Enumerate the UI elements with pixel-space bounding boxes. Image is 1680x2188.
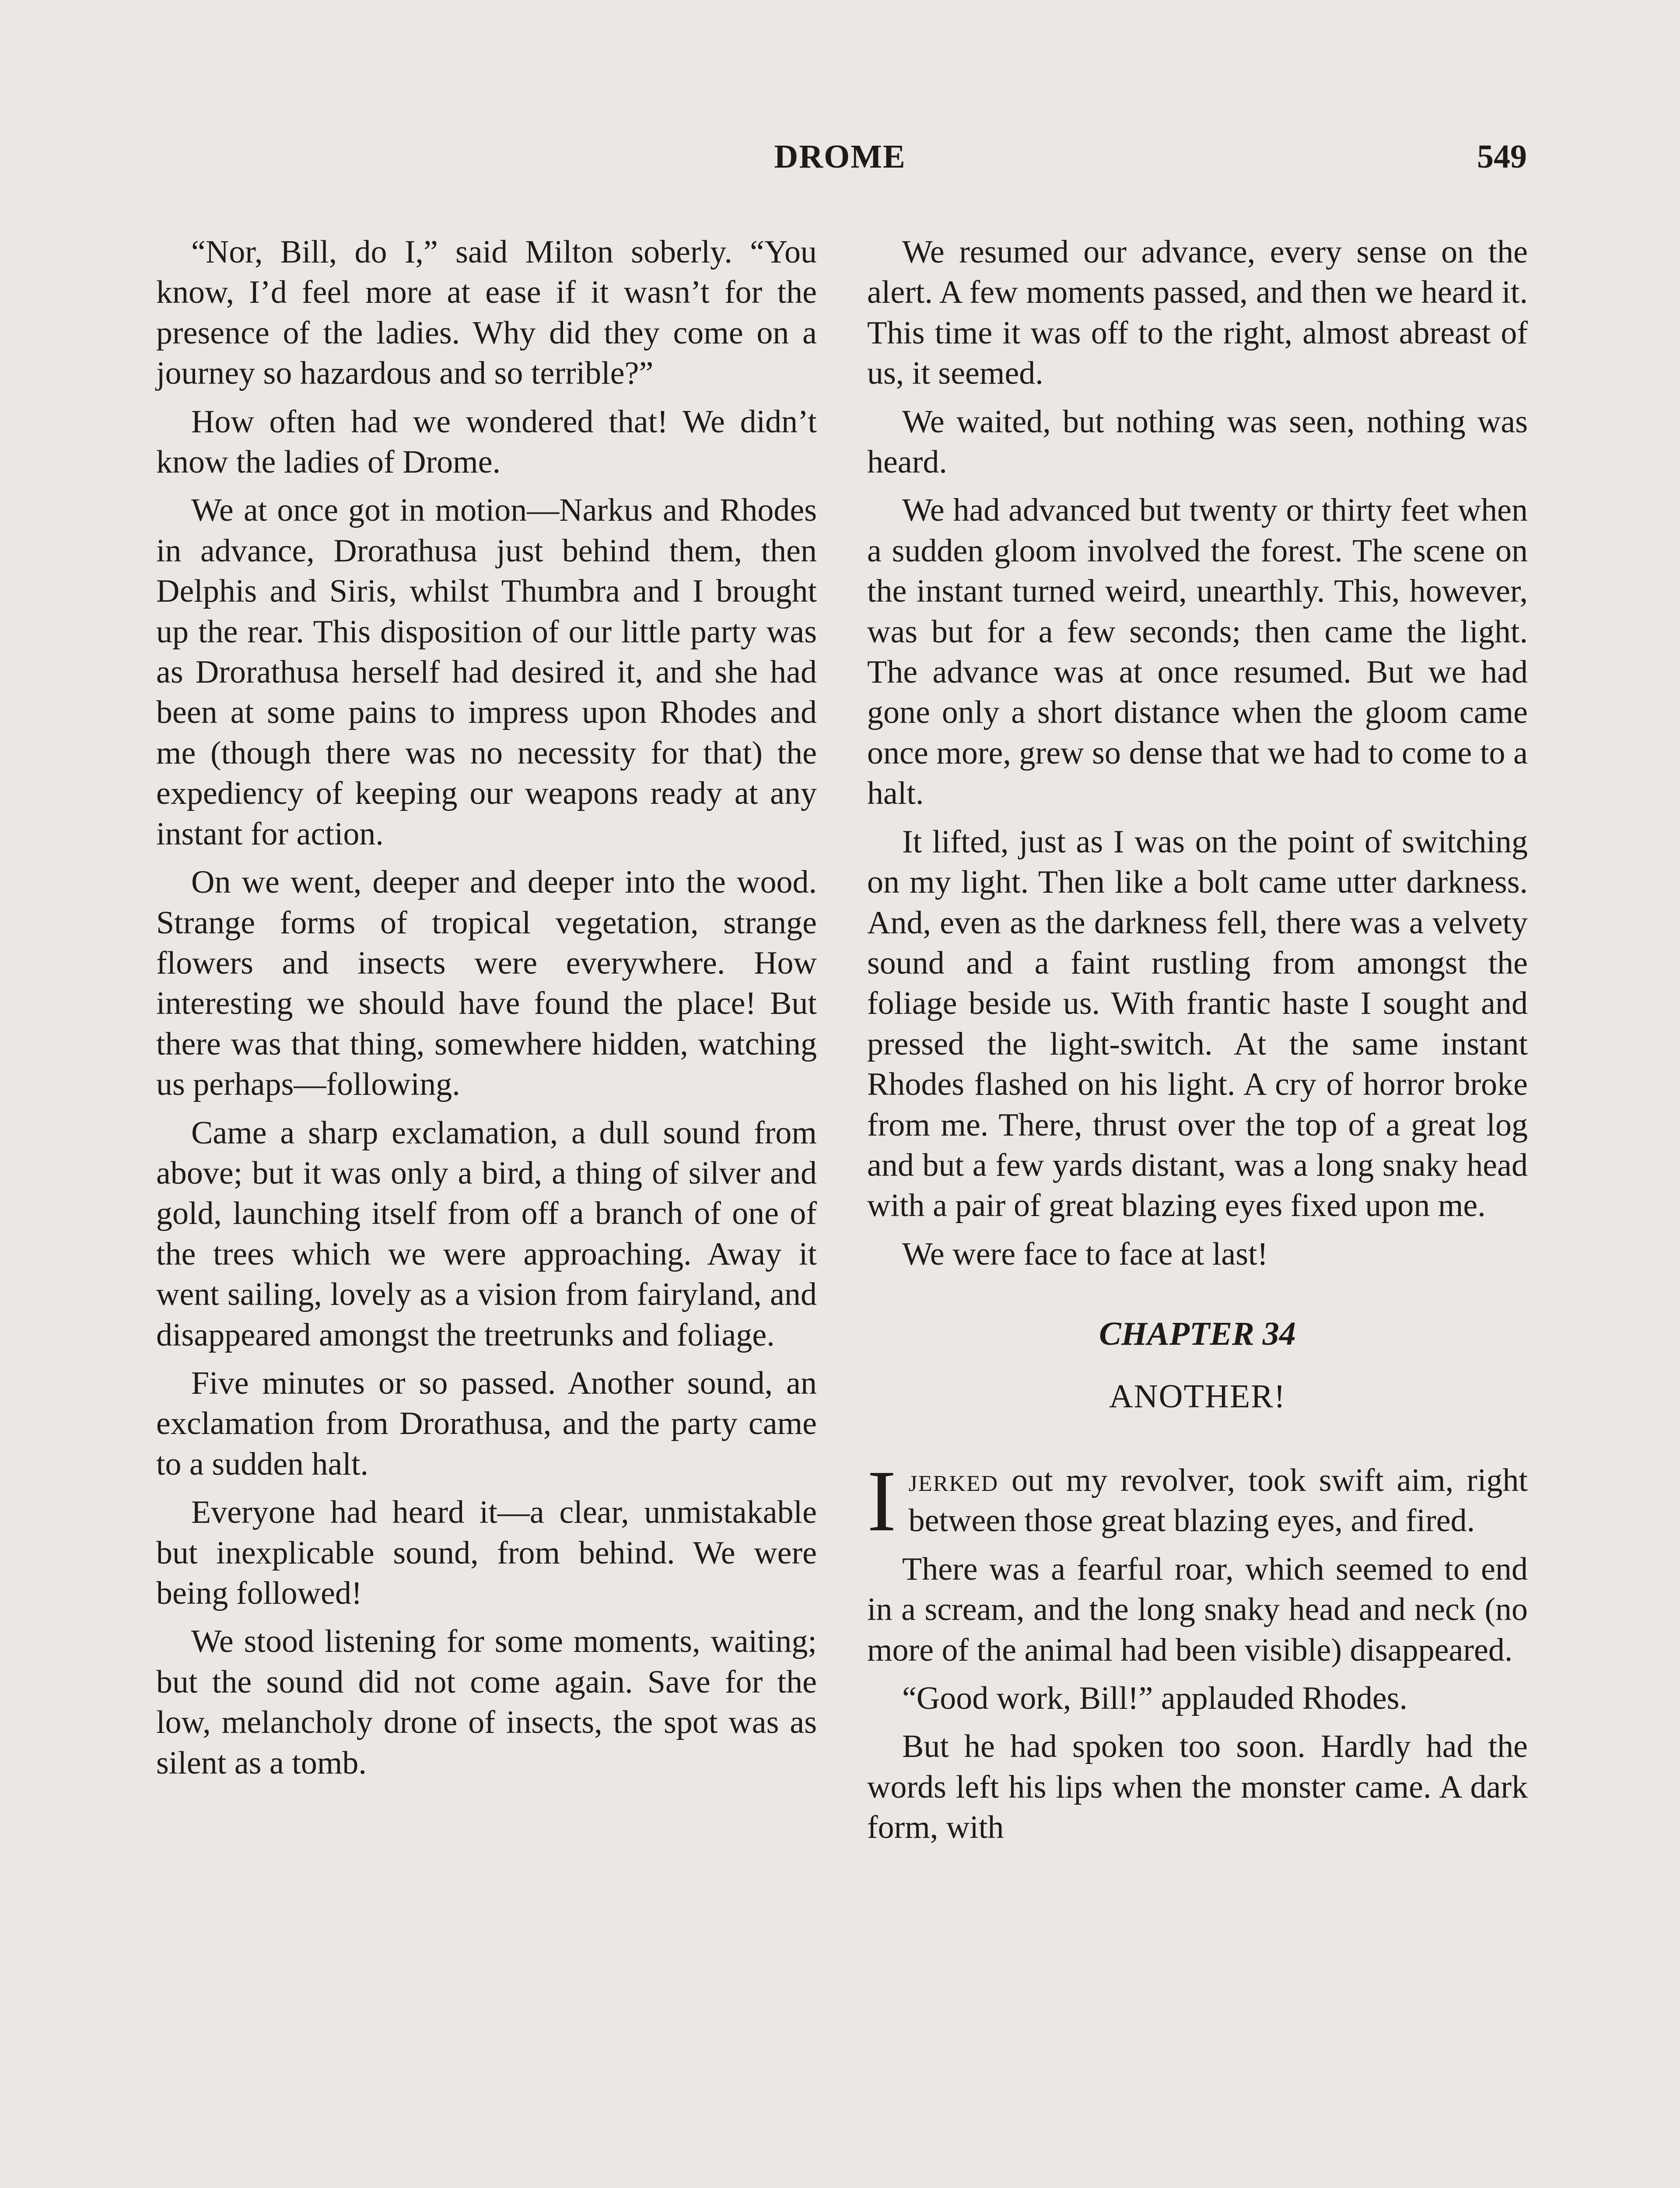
paragraph: We resumed our advance, every sense on the alert. A few moments passed, and then we heard it. This time it was off to the right, almost abreast of us, it seemed.	[867, 234, 1528, 392]
page-number: 549	[1477, 138, 1527, 175]
paragraph: It lifted, just as I was on the point of switching on my light. Then like a bolt came utter darkness. And, even as the darkness fell, there was a velvety sound and a faint rustling from amongst the foliage beside us. With frantic haste I sought and pressed the light-switch. At the same instant Rhodes flashed on his light. A cry of horror broke from me. There, thrust over the top of a great log and but a few yards distant, was a long snaky head with a pair of great blazing eyes fixed upon me.	[867, 824, 1528, 1224]
drop-cap: I	[867, 1452, 896, 1550]
paragraph: Came a sharp exclamation, a dull sound from above; but it was only a bird, a thing of silver and gold, launching itself from off a branch of one of the trees which we were approaching. Away it went sailing, lovely as a vision from fairyland, and disappeared amongst the treetrunks and foliage.	[156, 1115, 817, 1353]
paragraph: We at once got in motion—Narkus and Rhodes in advance, Drorathusa just behind them, then Delphis and Siris, whilst Thumbra and I brought up the rear. This disposition of our little party was as Drorathusa herself had desired it, and she had been at some pains to impress upon Rhodes and me (though there was no necessity for that) the expediency of keeping our weapons ready at any instant for action.	[156, 492, 817, 852]
opening-text: out my revolver, took swift aim, right between those great blazing eyes, and fired.	[908, 1462, 1528, 1539]
paragraph: We stood listening for some moments, waiting; but the sound did not come again. Save for the low, melancholy drone of insects, the spot was as silent as a tomb.	[156, 1623, 817, 1781]
lead-in-smallcaps: jerked	[908, 1462, 999, 1498]
paragraph: But he had spoken too soon. Hardly had the words left his lips when the monster came. A dark form, with	[867, 1729, 1528, 1846]
paragraph: There was a fearful roar, which seemed to end in a scream, and the long snaky head and neck (no more of the animal had been visible) disappeared.	[867, 1551, 1528, 1668]
paragraph: How often had we wondered that! We didn’t know the ladies of Drome.	[156, 403, 817, 480]
paragraph: Five minutes or so passed. Another sound, an exclamation from Drorathusa, and the party came to a sudden halt.	[156, 1365, 817, 1482]
paragraph: We waited, but nothing was seen, nothing was heard.	[867, 403, 1528, 480]
chapter-number: CHAPTER 34	[1099, 1315, 1296, 1353]
paragraph: “Nor, Bill, do I,” said Milton soberly. “You know, I’d feel more at ease if it wasn’t for the presence of the ladies. Why did they come on a journey so hazardous and so terrible?”	[156, 234, 817, 392]
paragraph: On we went, deeper and deeper into the wood. Strange forms of tropical vegetation, strange flowers and insects were everywhere. How interesting we should have found the place! But there was that thing, somewhere hidden, watching us perhaps—following.	[156, 864, 817, 1103]
paragraph: We were face to face at last!	[902, 1236, 1268, 1272]
right-column	[867, 232, 1528, 1856]
left-column	[156, 232, 817, 1791]
chapter-opening-paragraph	[867, 1452, 1528, 1550]
paragraph: “Good work, Bill!” applauded Rhodes.	[902, 1680, 1407, 1716]
paragraph: We had advanced but twenty or thirty feet when a sudden gloom involved the forest. The scene on the instant turned weird, unearthly. This, however, was but for a few seconds; then came the light. The advance was at once resumed. But we had gone only a short distance when the gloom came once more, grew so dense that we had to come to a halt.	[867, 492, 1528, 812]
running-head	[0, 138, 1680, 186]
running-title: DROME	[774, 138, 906, 175]
paragraph: Everyone had heard it—a clear, unmistakable but inexplicable sound, from behind. We were being followed!	[156, 1494, 817, 1611]
chapter-title: ANOTHER!	[1109, 1378, 1286, 1415]
